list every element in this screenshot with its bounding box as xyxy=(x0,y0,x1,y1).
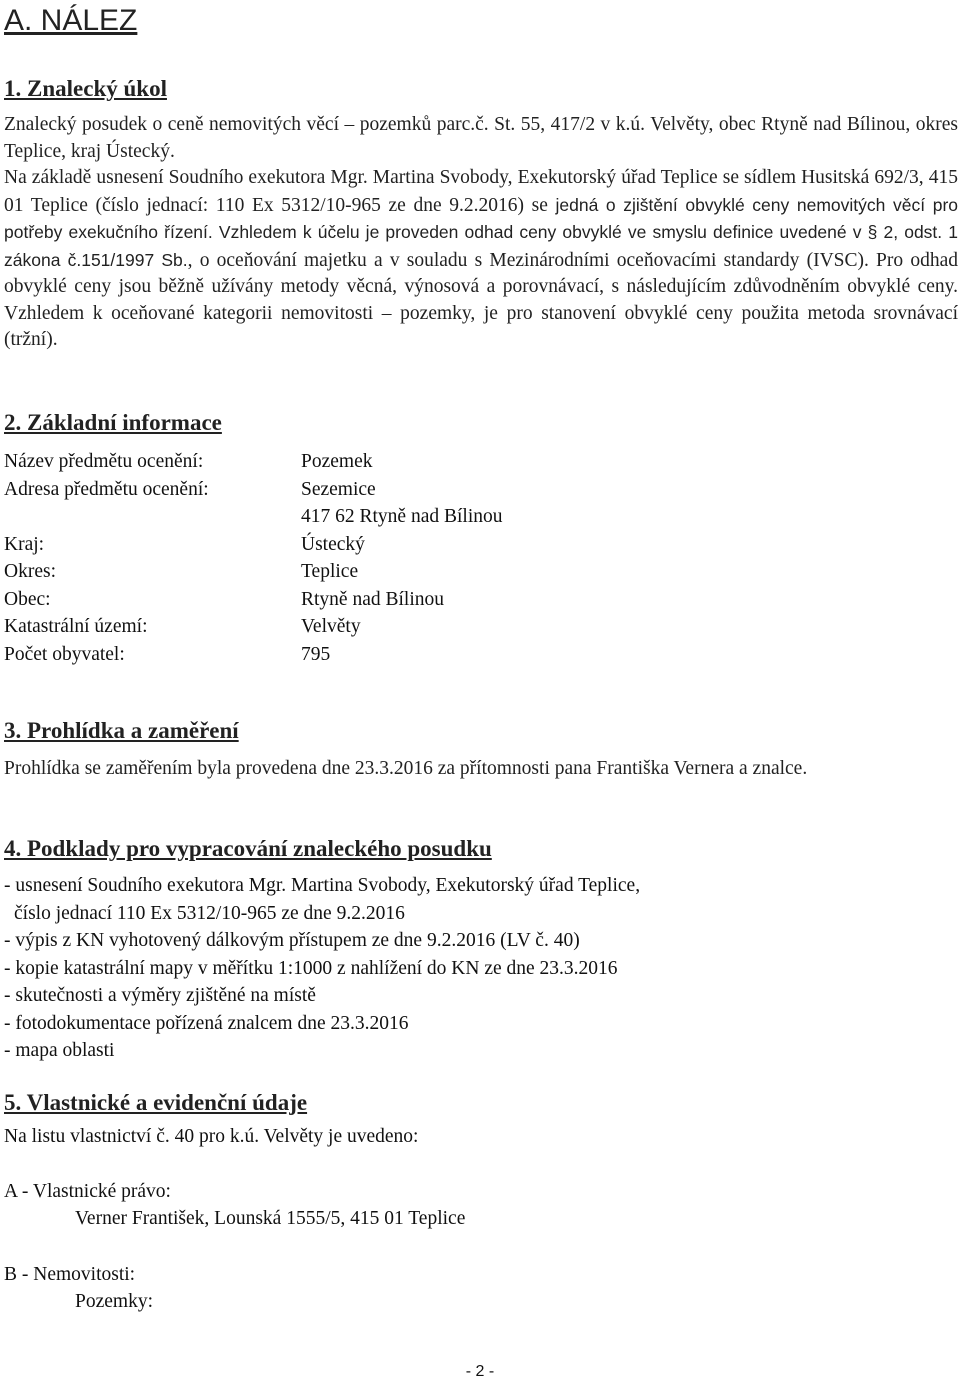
method-text: Pro odhad obvyklé ceny jsou běžně užívány metody věcná, výnosová a porovnávací, s následujícím zdůvodněním obvyklé ceny. Vzhledem k oceňované kategorii nemovitosti – pozemky, je pro stanovení obvyklé ceny použita metoda srovnávací (tržní). xyxy=(4,249,958,350)
info-value: Ústecký xyxy=(301,533,365,555)
info-row xyxy=(4,503,704,531)
list-item: číslo jednací 110 Ex 5312/10-965 ze dne 9.2.2016 xyxy=(14,902,405,924)
info-label: Kraj: xyxy=(4,533,45,555)
owner-value: Verner František, Lounská 1555/5, 415 01 Teplice xyxy=(75,1208,466,1229)
info-value: Velvěty xyxy=(301,616,361,637)
info-value: Teplice xyxy=(301,561,359,582)
info-row xyxy=(4,558,704,586)
heading-znalecky-ukol: 1. Znalecký úkol xyxy=(4,76,167,101)
property-label: B - Nemovitosti: xyxy=(4,1264,136,1285)
info-value: Sezemice xyxy=(301,478,376,500)
list-item: - kopie katastrální mapy v měřítku 1:1000 z nahlížení do KN ze dne 23.3.2016 xyxy=(4,957,618,979)
list-item: - mapa oblasti xyxy=(4,1040,115,1061)
paragraph-inspection: Prohlídka se zaměřením byla provedena dne 23.3.2016 za přítomnosti pana Františka Vernera a znalce. xyxy=(4,758,808,779)
info-label: Okres: xyxy=(4,561,56,582)
info-label: Počet obyvatel: xyxy=(4,643,125,665)
info-label: Obec: xyxy=(4,588,51,610)
list-item: - fotodokumentace pořízená znalcem dne 23.3.2016 xyxy=(4,1012,409,1034)
basic-info-table xyxy=(4,448,704,668)
info-label: Katastrální území: xyxy=(4,616,148,637)
info-label: Adresa předmětu ocenění: xyxy=(4,478,209,500)
heading-vlastnicke-udaje: 5. Vlastnické a evidenční údaje xyxy=(4,1090,308,1115)
info-label xyxy=(4,503,301,531)
heading-zakladni-informace: 2. Základní informace xyxy=(4,410,222,435)
info-row xyxy=(4,531,704,559)
sources-list xyxy=(4,872,954,1065)
list-item: - usnesení Soudního exekutora Mgr. Martina Svobody, Exekutorský úřad Teplice, xyxy=(4,875,641,896)
info-value: Rtyně nad Bílinou xyxy=(301,588,444,610)
info-row xyxy=(4,476,704,504)
heading-prohlidka: 3. Prohlídka a zaměření xyxy=(4,718,239,743)
info-value: 795 xyxy=(301,643,331,665)
property-value: Pozemky: xyxy=(75,1291,153,1312)
ownership-intro: Na listu vlastnictví č. 40 pro k.ú. Velvěty je uvedeno: xyxy=(4,1126,419,1147)
basis-text-2: jedná o zjištění obvyklé ceny nemovitých věcí pro potřeby exekučního řízení. xyxy=(4,194,959,242)
info-row xyxy=(4,448,704,476)
purpose-text: Vzhledem k účelu je proveden odhad ceny obvyklé ve smyslu definice uvedené v § 2, odst. 1 zákona č.151/1997 Sb. xyxy=(4,222,959,270)
info-row xyxy=(4,613,704,641)
info-row xyxy=(4,586,704,614)
list-item: - výpis z KN vyhotovený dálkovým přístupem ze dne 9.2.2016 (LV č. 40) xyxy=(4,930,580,951)
info-value: Pozemek xyxy=(301,451,373,472)
info-row xyxy=(4,641,704,669)
paragraph-subject: Znalecký posudek o ceně nemovitých věcí – pozemků parc.č. St. 55, 417/2 v k.ú. Velvěty, obec Rtyně nad Bílinou, okres Teplice, kraj Ústecký. xyxy=(4,114,958,162)
page-number: - 2 - xyxy=(465,1363,495,1380)
ownership-label: A - Vlastnické právo: xyxy=(4,1181,171,1202)
paragraph-basis xyxy=(4,165,958,354)
section-title: A. NÁLEZ xyxy=(4,4,138,37)
heading-podklady: 4. Podklady pro vypracování znaleckého posudku xyxy=(4,836,492,861)
info-label: Název předmětu ocenění: xyxy=(4,451,204,472)
basis-text: Na základě usnesení Soudního exekutora Mgr. Martina Svobody, Exekutorský úřad Teplice se sídlem Husitská 692/3, 415 01 Teplice (číslo jednací: 110 Ex 5312/10-965 ze dne 9.2.2016) se xyxy=(4,167,958,216)
list-item: - skutečnosti a výměry zjištěné na místě xyxy=(4,985,316,1006)
info-value: 417 62 Rtyně nad Bílinou xyxy=(301,506,503,527)
purpose-text-2: , o oceňování majetku a v souladu s Mezinárodními oceňovacími standardy (IVSC). xyxy=(187,249,869,271)
